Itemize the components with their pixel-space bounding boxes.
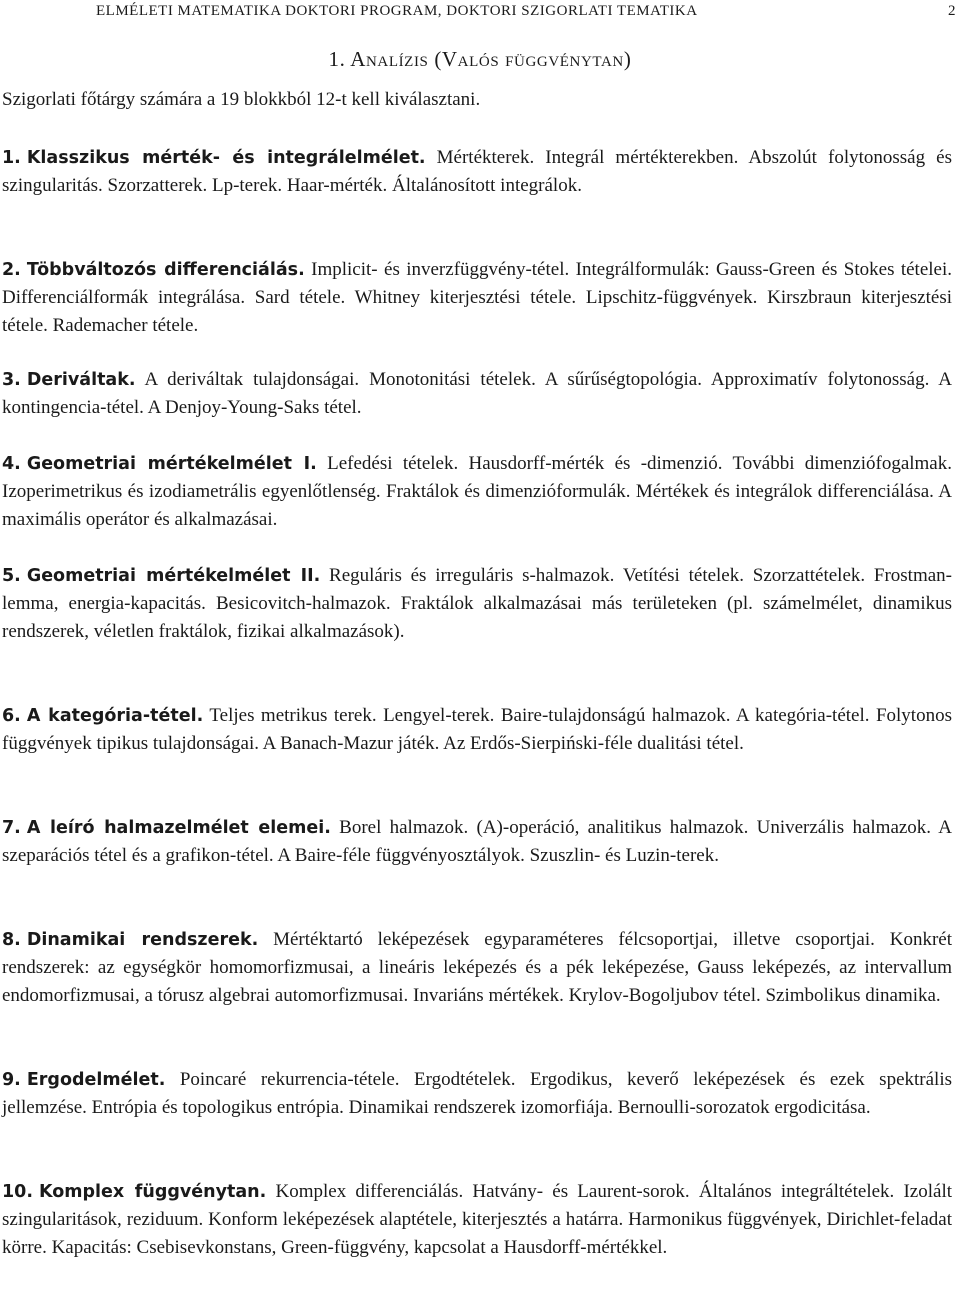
topic-number: 9. bbox=[2, 1070, 21, 1090]
topic-title: Dinamikai rendszerek. bbox=[26, 930, 259, 950]
topic-number: 4. bbox=[2, 454, 21, 474]
topic-text: Mértéktartó leképezések egyparaméteres félcsoportjai, illetve csoportjai. Konkrét rendszerek: az egységkör homomorfizmusai, a lineáris leképezés és a pék leképezése, Gauss leképezés, az intervallum endomorfizmusai, a tórusz algebrai automorfizmusai. Invariáns mértékek. Krylov-Bogoljubov tétel. Szimbolikus dinamika. bbox=[2, 929, 953, 1007]
topic-number: 10. bbox=[2, 1182, 34, 1202]
topic-3 bbox=[2, 366, 952, 422]
topic-number: 7. bbox=[2, 818, 21, 838]
topic-number: 1. bbox=[2, 148, 21, 168]
topic-text: Borel halmazok. (A)-operáció, analitikus halmazok. Univerzális halmazok. A szeparációs tétel és a grafikon-tétel. A Baire-féle függvényosztályok. Szuszlin- és Luzin-terek. bbox=[2, 817, 952, 867]
section-title: 1. Analízis (Valós függvénytan) bbox=[328, 47, 632, 71]
running-header bbox=[96, 0, 956, 22]
topic-4 bbox=[2, 450, 952, 535]
topic-text: Teljes metrikus terek. Lengyel-terek. Baire-tulajdonságú halmazok. A kategória-tétel. Folytonos függvények tipikus tulajdonságai. A Banach-Mazur játék. Az Erdős-Sierpiński-féle dualitási tétel. bbox=[2, 705, 952, 755]
topic-2 bbox=[2, 256, 952, 341]
topic-9 bbox=[2, 1066, 952, 1122]
topic-number: 5. bbox=[2, 566, 21, 586]
topic-number: 8. bbox=[2, 930, 21, 950]
topic-title: Klasszikus mérték- és integrálelmélet. bbox=[26, 148, 426, 168]
topic-title: A leíró halmazelmélet elemei. bbox=[26, 818, 331, 838]
topic-10 bbox=[2, 1178, 952, 1263]
topic-1 bbox=[2, 144, 952, 200]
topic-title: Komplex függvénytan. bbox=[39, 1182, 267, 1202]
topic-title: A kategória-tétel. bbox=[26, 706, 204, 726]
topic-title: Geometriai mértékelmélet II. bbox=[26, 566, 321, 586]
section-intro: Szigorlati főtárgy számára a 19 blokkból 12-t kell kiválasztani. bbox=[2, 89, 481, 110]
topic-text: Lefedési tételek. Hausdorff-mérték és -dimenzió. További dimenziófogalmak. Izoperimetrikus és izodiametrális egyenlőtlenség. Fraktálok és dimenzióformulák. Mértékek és integrálok differenciálása. A maximális operátor és alkalmazásai. bbox=[2, 453, 952, 531]
topic-text: Komplex differenciálás. Hatvány- és Laurent-sorok. Általános integráltételek. Izolált szingularitások, reziduum. Konform leképezések alaptétele, kiterjesztés a határra. Harmonikus függvények, Dirichlet-feladat körre. Kapacitás: Csebisevkonstans, Green-függvény, kapcsolat a Hausdorff-mértékkel. bbox=[2, 1181, 953, 1259]
topic-number: 6. bbox=[2, 706, 21, 726]
topic-number: 2. bbox=[2, 260, 21, 280]
topic-title: Geometriai mértékelmélet I. bbox=[26, 454, 317, 474]
running-title: ELMÉLETI MATEMATIKA DOKTORI PROGRAM, DOKTORI SZIGORLATI TEMATIKA bbox=[96, 3, 698, 19]
topic-5 bbox=[2, 562, 952, 647]
topic-text: Reguláris és irreguláris s-halmazok. Vetítési tételek. Szorzattételek. Frostman-lemma, energia-kapacitás. Besicovitch-halmazok. Fraktálok alkalmazásai más területeken (pl. számelmélet, dinamikus rendszerek, véletlen fraktálok, fizikai alkalmazások). bbox=[2, 565, 953, 643]
topic-title: Ergodelmélet. bbox=[26, 1070, 166, 1090]
topic-text: Implicit- és inverzfüggvény-tétel. Integrálformulák: Gauss-Green és Stokes tételei. Differenciálformák integrálása. Sard tétele. Whitney kiterjesztési tétele. Lipschitz-függvények. Kirszbraun kiterjesztési tétele. Rademacher tétele. bbox=[2, 259, 953, 337]
topic-text: Mértékterek. Integrál mértékterekben. Abszolút folytonosság és szingularitás. Szorzatterek. Lp-terek. Haar-mérték. Általánosított integrálok. bbox=[2, 147, 952, 197]
topic-title: Többváltozós differenciálás. bbox=[26, 260, 305, 280]
topic-number: 3. bbox=[2, 370, 21, 390]
topic-text: Poincaré rekurrencia-tétele. Ergodtételek. Ergodikus, keverő leképezések és ezek spektrális jellemzése. Entrópia és topologikus entrópia. Dinamikai rendszerek izomorfiája. Bernoulli-sorozatok ergodicitása. bbox=[2, 1069, 953, 1119]
topic-8 bbox=[2, 926, 952, 1011]
page-number: 2 bbox=[948, 3, 956, 19]
topic-text: A deriváltak tulajdonságai. Monotonitási tételek. A sűrűségtopológia. Approximatív folytonosság. A kontingencia-tétel. A Denjoy-Young-Saks tétel. bbox=[2, 369, 953, 419]
topic-6 bbox=[2, 702, 952, 758]
topic-title: Deriváltak. bbox=[26, 370, 136, 390]
topic-7 bbox=[2, 814, 952, 870]
